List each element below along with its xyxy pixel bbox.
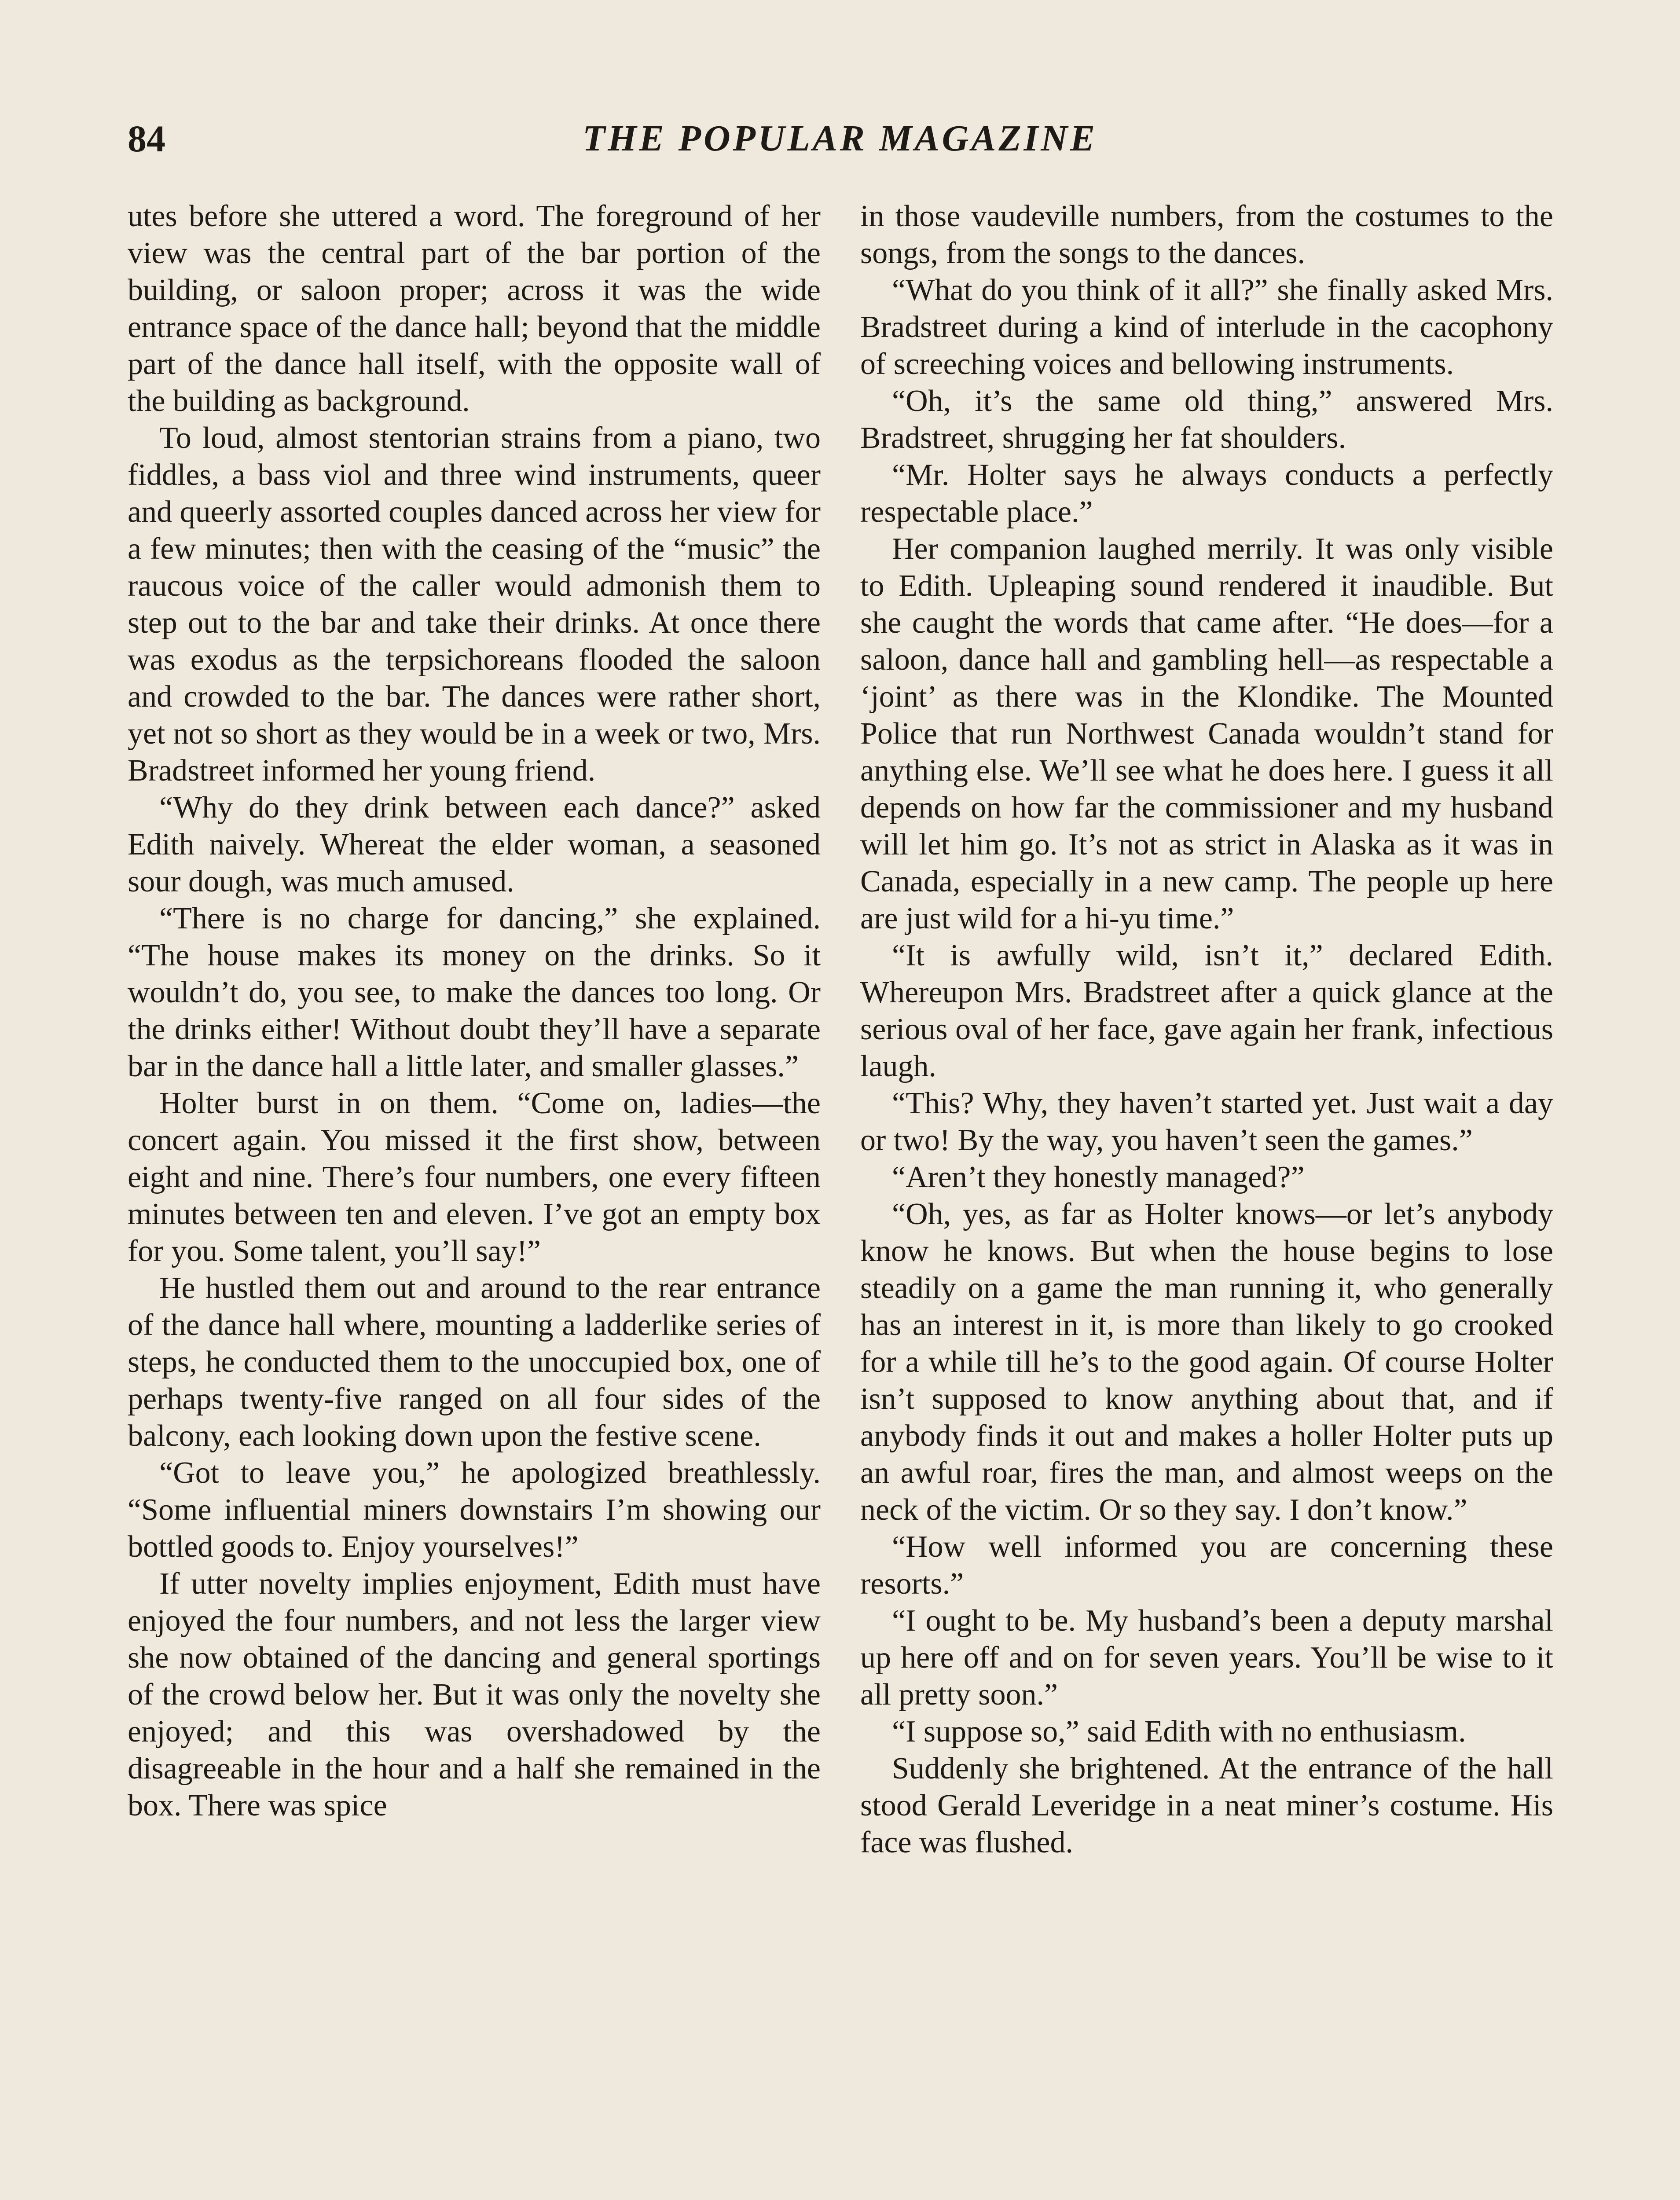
paragraph: “There is no charge for dancing,” she explained. “The house makes its money on the drinks. So it wouldn’t do, you see, to make the dances too long. Or the drinks either! Without doubt they’ll have a separate bar in the dance hall a little later, and smaller glasses.” <box>128 902 821 1083</box>
right-column <box>860 198 1553 2200</box>
paragraph: “Got to leave you,” he apologized breathlessly. “Some influential miners downstairs I’m showing our bottled goods to. Enjoy yourselves!” <box>128 1456 821 1564</box>
paragraph: “Mr. Holter says he always conducts a perfectly respectable place.” <box>860 458 1553 529</box>
text-columns <box>128 198 1553 2200</box>
paragraph: “I suppose so,” said Edith with no enthusiasm. <box>892 1715 1466 1749</box>
paragraph: “Why do they drink between each dance?” asked Edith naively. Whereat the elder woman, a seasoned sour dough, was much amused. <box>128 791 821 898</box>
paragraph: in those vaudeville numbers, from the costumes to the songs, from the songs to the dances. <box>860 199 1553 270</box>
paragraph: “Aren’t they honestly managed?” <box>892 1160 1305 1194</box>
left-column <box>128 198 821 2200</box>
paragraph: To loud, almost stentorian strains from a piano, two fiddles, a bass viol and three wind instruments, queer and queerly assorted couples danced across her view for a few minutes; then with the ceasing of the “music” the raucous voice of the caller would admonish them to step out to the bar and take their drinks. At once there was exodus as the terpsichoreans flooded the saloon and crowded to the bar. The dances were rather short, yet not so short as they would be in a week or two, Mrs. Bradstreet informed her young friend. <box>128 421 821 788</box>
paragraph: “How well informed you are concerning these resorts.” <box>860 1530 1553 1601</box>
magazine-title: THE POPULAR MAGAZINE <box>582 118 1098 159</box>
paragraph: “Oh, it’s the same old thing,” answered Mrs. Bradstreet, shrugging her fat shoulders. <box>860 384 1553 455</box>
paragraph: “This? Why, they haven’t started yet. Just wait a day or two! By the way, you haven’t seen the games.” <box>860 1086 1553 1157</box>
paragraph: If utter novelty implies enjoyment, Edith must have enjoyed the four numbers, and not less the larger view she now obtained of the dancing and general sportings of the crowd below her. But it was only the novelty she enjoyed; and this was overshadowed by the disagreeable in the hour and a half she remained in the box. There was spice <box>128 1567 821 1822</box>
page-header <box>128 110 1552 167</box>
paragraph: “What do you think of it all?” she finally asked Mrs. Bradstreet during a kind of interlude in the cacophony of screeching voices and bellowing instruments. <box>860 273 1553 381</box>
paragraph: “Oh, yes, as far as Holter knows—or let’s anybody know he knows. But when the house begins to lose steadily on a game the man running it, who generally has an interest in it, is more than likely to go crooked for a while till he’s to the good again. Of course Holter isn’t supposed to know anything about that, and if anybody finds it out and makes a holler Holter puts up an awful roar, fires the man, and almost weeps on the neck of the victim. Or so they say. I don’t know.” <box>860 1197 1553 1527</box>
paragraph: “I ought to be. My husband’s been a deputy marshal up here off and on for seven years. You’ll be wise to it all pretty soon.” <box>860 1604 1553 1712</box>
paragraph: “It is awfully wild, isn’t it,” declared Edith. Whereupon Mrs. Bradstreet after a quick glance at the serious oval of her face, gave again her frank, infectious laugh. <box>860 939 1553 1083</box>
paragraph: Holter burst in on them. “Come on, ladies—the concert again. You missed it the first show, between eight and nine. There’s four numbers, one every fifteen minutes between ten and eleven. I’ve got an empty box for you. Some talent, you’ll say!” <box>128 1086 821 1268</box>
paragraph: Suddenly she brightened. At the entrance of the hall stood Gerald Leveridge in a neat miner’s costume. His face was flushed. <box>860 1752 1553 1859</box>
paragraph: He hustled them out and around to the rear entrance of the dance hall where, mounting a ladderlike series of steps, he conducted them to the unoccupied box, one of perhaps twenty-five ranged on all four sides of the balcony, each looking down upon the festive scene. <box>128 1271 821 1453</box>
paragraph: Her companion laughed merrily. It was only visible to Edith. Upleaping sound rendered it inaudible. But she caught the words that came after. “He does—for a saloon, dance hall and gambling hell—as respectable a ‘joint’ as there was in the Klondike. The Mounted Police that run Northwest Canada wouldn’t stand for anything else. We’ll see what he does here. I guess it all depends on how far the commissioner and my husband will let him go. It’s not as strict in Alaska as it was in Canada, especially in a new camp. The people up here are just wild for a hi-yu time.” <box>860 532 1553 935</box>
paragraph: utes before she uttered a word. The foreground of her view was the central part of the bar portion of the building, or saloon proper; across it was the wide entrance space of the dance hall; beyond that the middle part of the dance hall itself, with the opposite wall of the building as background. <box>128 199 821 418</box>
page-number: 84 <box>128 117 165 160</box>
